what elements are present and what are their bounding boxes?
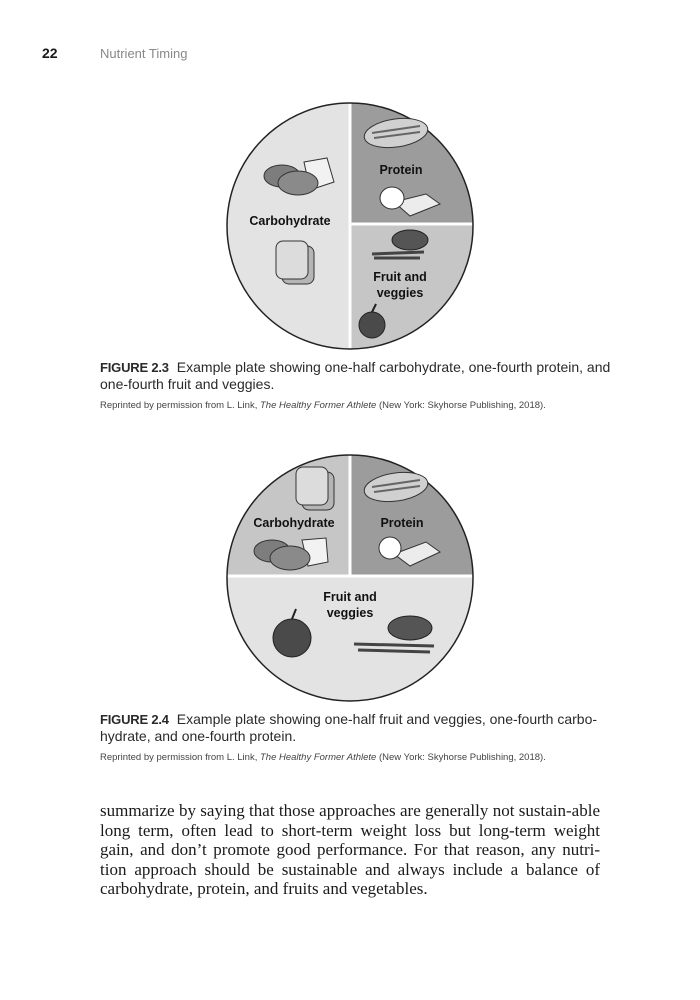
bread-icon	[276, 241, 314, 284]
body-paragraph: summarize by saying that those approaches are generally not sustain-able long term, often lead to short-term weight loss but long-term weight gain, and don’t promote good performance. For that reason, any nutri-tion approach should be sustainable and always include a balance of carbohydrate, protein, and fruits and vegetables.	[100, 801, 600, 898]
figure-label: FIGURE 2.4	[100, 712, 169, 727]
page-number: 22	[42, 45, 58, 61]
figure-2-4-credit: Reprinted by permission from L. Link, The Healthy Former Athlete (New York: Skyhorse Publishing, 2018).	[100, 752, 546, 763]
figure-2-4-plate	[224, 452, 476, 704]
bread-icon	[296, 467, 334, 510]
caption-text: Example plate showing one-half fruit and veggies, one-fourth carbo-hydrate, and one-fourth protein.	[100, 711, 598, 744]
figure-2-3-plate	[224, 100, 476, 352]
protein-label: Protein	[379, 163, 423, 177]
carbohydrate-label: Carbohydrate	[249, 214, 331, 228]
caption-text: Example plate showing one-half carbohydrate, one-fourth protein, and one-fourth fruit and veggies.	[100, 359, 611, 392]
fruit-label-line2: veggies	[326, 606, 374, 620]
figure-2-3-credit: Reprinted by permission from L. Link, The Healthy Former Athlete (New York: Skyhorse Publishing, 2018).	[100, 400, 546, 411]
fruit-label-line1: Fruit and	[323, 590, 377, 604]
fruit-label-line1: Fruit and	[373, 270, 427, 284]
protein-label: Protein	[380, 516, 424, 530]
running-head: Nutrient Timing	[100, 46, 188, 61]
figure-label: FIGURE 2.3	[100, 360, 169, 375]
figure-2-3-caption	[100, 359, 620, 393]
carbohydrate-label: Carbohydrate	[253, 516, 335, 530]
figure-2-4-caption	[100, 711, 620, 745]
fruit-label-line2: veggies	[376, 286, 424, 300]
